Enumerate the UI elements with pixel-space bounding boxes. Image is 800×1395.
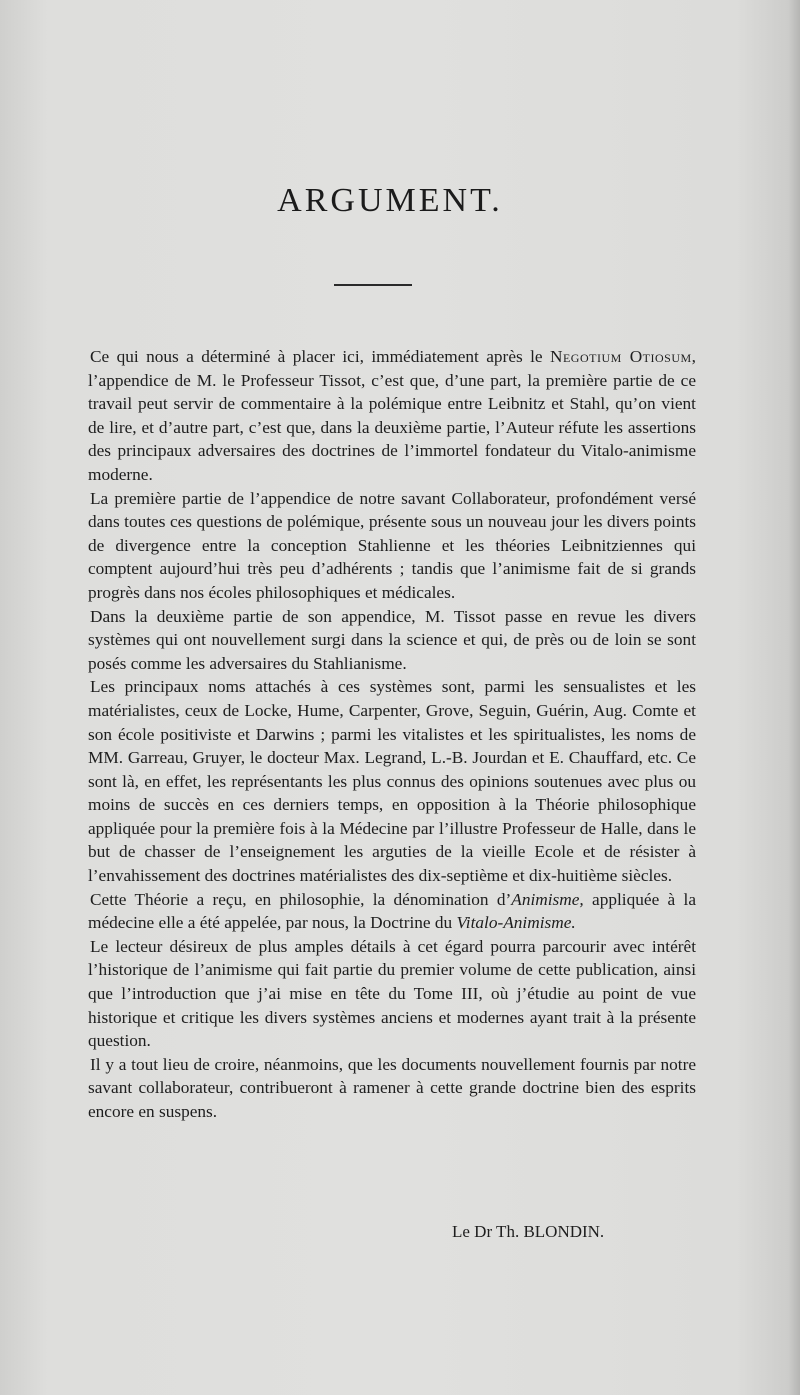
- paragraph-6-part-1: Le lecteur désireux de plus amples détails à cet égard pourra parcourir avec intérêt l’historique de l’animisme qui fait partie du premier volume de cette publication, ainsi que l’introduction que j’ai mise en tête du Tome III, où j’étudie au point de vue historique et critique les divers systèmes anciens et modernes ayant trait à la présente question.: [88, 936, 696, 1051]
- paragraph-2: [88, 487, 696, 605]
- body-text: [88, 345, 696, 1124]
- paragraph-5-part-1: Cette Théorie a reçu, en philosophie, la dénomination d’: [90, 889, 512, 909]
- signature: Le Dr Th. BLONDIN.: [452, 1222, 605, 1241]
- page-edge-shadow: [788, 0, 800, 1395]
- paragraph-1-part-3: , l’appendice de M. le Professeur Tissot, c’est que, d’une part, la première partie de ce travail peut servir de commentaire à la polémique entre Leibnitz et Stahl, qu’on vient de lire, et d’autre part, c’est que, dans la deuxième partie, l’Auteur réfute les assertions des principaux adversaires des doctrines de l’immortel fondateur du Vitalo-animisme moderne.: [88, 347, 696, 484]
- paragraph-4: [88, 675, 696, 887]
- paragraph-5-part-4: Vitalo-Animisme.: [456, 913, 576, 933]
- paragraph-7-part-1: Il y a tout lieu de croire, néanmoins, que les documents nouvellement fournis par notre savant collaborateur, contribueront à ramener à cette grande doctrine bien des esprits encore en suspens.: [88, 1054, 696, 1121]
- page-title: ARGUMENT.: [277, 182, 503, 219]
- paragraph-7: [88, 1053, 696, 1124]
- paragraph-3-part-1: Dans la deuxième partie de son appendice, M. Tissot passe en revue les divers systèmes qui ont nouvellement surgi dans la science et qui, de près ou de loin se sont posés comme les adversaires du Stahlianisme.: [88, 606, 696, 673]
- paragraph-1-part-2: Negotium Otiosum: [549, 347, 692, 366]
- paragraph-6: [88, 935, 696, 1053]
- title-rule: [334, 284, 412, 286]
- paragraph-1: [88, 345, 696, 487]
- paragraph-4-part-1: Les principaux noms attachés à ces systèmes sont, parmi les sensualistes et les matérialistes, ceux de Locke, Hume, Carpenter, Grove, Seguin, Guérin, Aug. Comte et son école positiviste et Darwins ; parmi les vitalistes et les spiritualistes, les noms de MM. Garreau, Gruyer, le docteur Max. Legrand, L.-B. Jourdan et E. Chauffard, etc. Ce sont là, en effet, les représentants les plus connus des opinions soutenues avec plus ou moins de succès en ces derniers temps, en opposition à la Théorie philosophique appliquée pour la première fois à la Médecine par l’illustre Professeur de Halle, dans le but de chasser de l’enseignement les arguties de la vieille Ecole et de résister à l’envahissement des doctrines matérialistes des dix-septième et dix-huitième siècles.: [88, 677, 696, 886]
- paragraph-1-part-1: Ce qui nous a déterminé à placer ici, immédiatement après le: [90, 347, 550, 366]
- paragraph-5-part-2: Animisme,: [511, 889, 584, 909]
- paragraph-2-part-1: La première partie de l’appendice de notre savant Collaborateur, profondément versé dans toutes ces questions de polémique, présente sous un nouveau jour les divers points de divergence entre la conception Stahlienne et les théories Leibnitziennes qui comptent aujourd’hui très peu d’adhérents ; tandis que l’animisme fait de si grands progrès dans nos écoles philosophiques et médicales.: [88, 488, 696, 602]
- paragraph-3: [88, 605, 696, 676]
- paragraph-5-part-3: appliquée à la médecine elle a été appelée, par nous, la Doctrine du: [88, 889, 696, 933]
- paragraph-5: [88, 888, 696, 935]
